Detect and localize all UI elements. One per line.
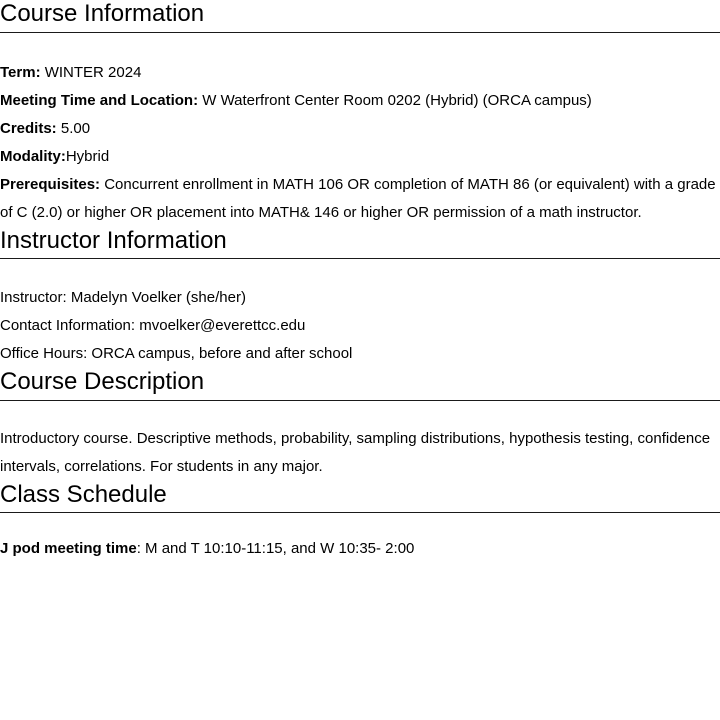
- instructor-information-lines: [0, 284, 720, 368]
- field-credits-value: 5.00: [60, 119, 91, 137]
- course-description-paragraph: Introductory course. Descriptive methods, probability, sampling distributions, hypothesis testing, confidence intervals, correlations. For students in any major.: [0, 429, 711, 475]
- field-term-label: Term:: [0, 63, 41, 81]
- field-credits-label: Credits:: [0, 119, 57, 137]
- instructor-contact-line: Contact Information: mvoelker@everettcc.edu: [0, 317, 306, 335]
- field-prerequisites: [0, 171, 720, 227]
- section-heading-class-schedule: Class Schedule: [0, 481, 720, 514]
- class-schedule-fields: [0, 535, 720, 563]
- field-meeting-time-and-location-label: Meeting Time and Location:: [0, 91, 199, 109]
- field-meeting-time-and-location-value: W Waterfront Center Room 0202 (Hybrid) (ORCA campus): [202, 91, 592, 109]
- field-modality-value: Hybrid: [65, 147, 110, 165]
- field-credits: [0, 115, 720, 143]
- instructor-office-hours-line: Office Hours: ORCA campus, before and after school: [0, 345, 353, 363]
- field-term: [0, 59, 720, 87]
- course-description-body: [0, 425, 720, 481]
- field-prerequisites-value: Concurrent enrollment in MATH 106 OR completion of MATH 86 (or equivalent) with a grade of C (2.0) or higher OR placement into MATH& 146 or higher OR permission of a math instructor.: [0, 175, 716, 221]
- field-j-pod-meeting-time-separator: :: [136, 540, 146, 558]
- section-heading-course-information: Course Information: [0, 0, 720, 33]
- field-modality: [0, 143, 720, 171]
- field-prerequisites-label: Prerequisites:: [0, 175, 101, 193]
- section-heading-instructor-information: Instructor Information: [0, 227, 720, 260]
- course-information-fields: [0, 59, 720, 227]
- section-heading-course-description: Course Description: [0, 368, 720, 401]
- field-j-pod-meeting-time-label: J pod meeting time: [0, 540, 137, 558]
- field-j-pod-meeting-time: [0, 535, 720, 563]
- field-modality-label: Modality:: [0, 147, 66, 165]
- instructor-name-line: Instructor: Madelyn Voelker (she/her): [0, 289, 246, 307]
- field-j-pod-meeting-time-value: M and T 10:10-11:15, and W 10:35- 2:00: [145, 540, 415, 558]
- field-meeting-time-and-location: [0, 87, 720, 115]
- field-term-value: WINTER 2024: [44, 63, 142, 81]
